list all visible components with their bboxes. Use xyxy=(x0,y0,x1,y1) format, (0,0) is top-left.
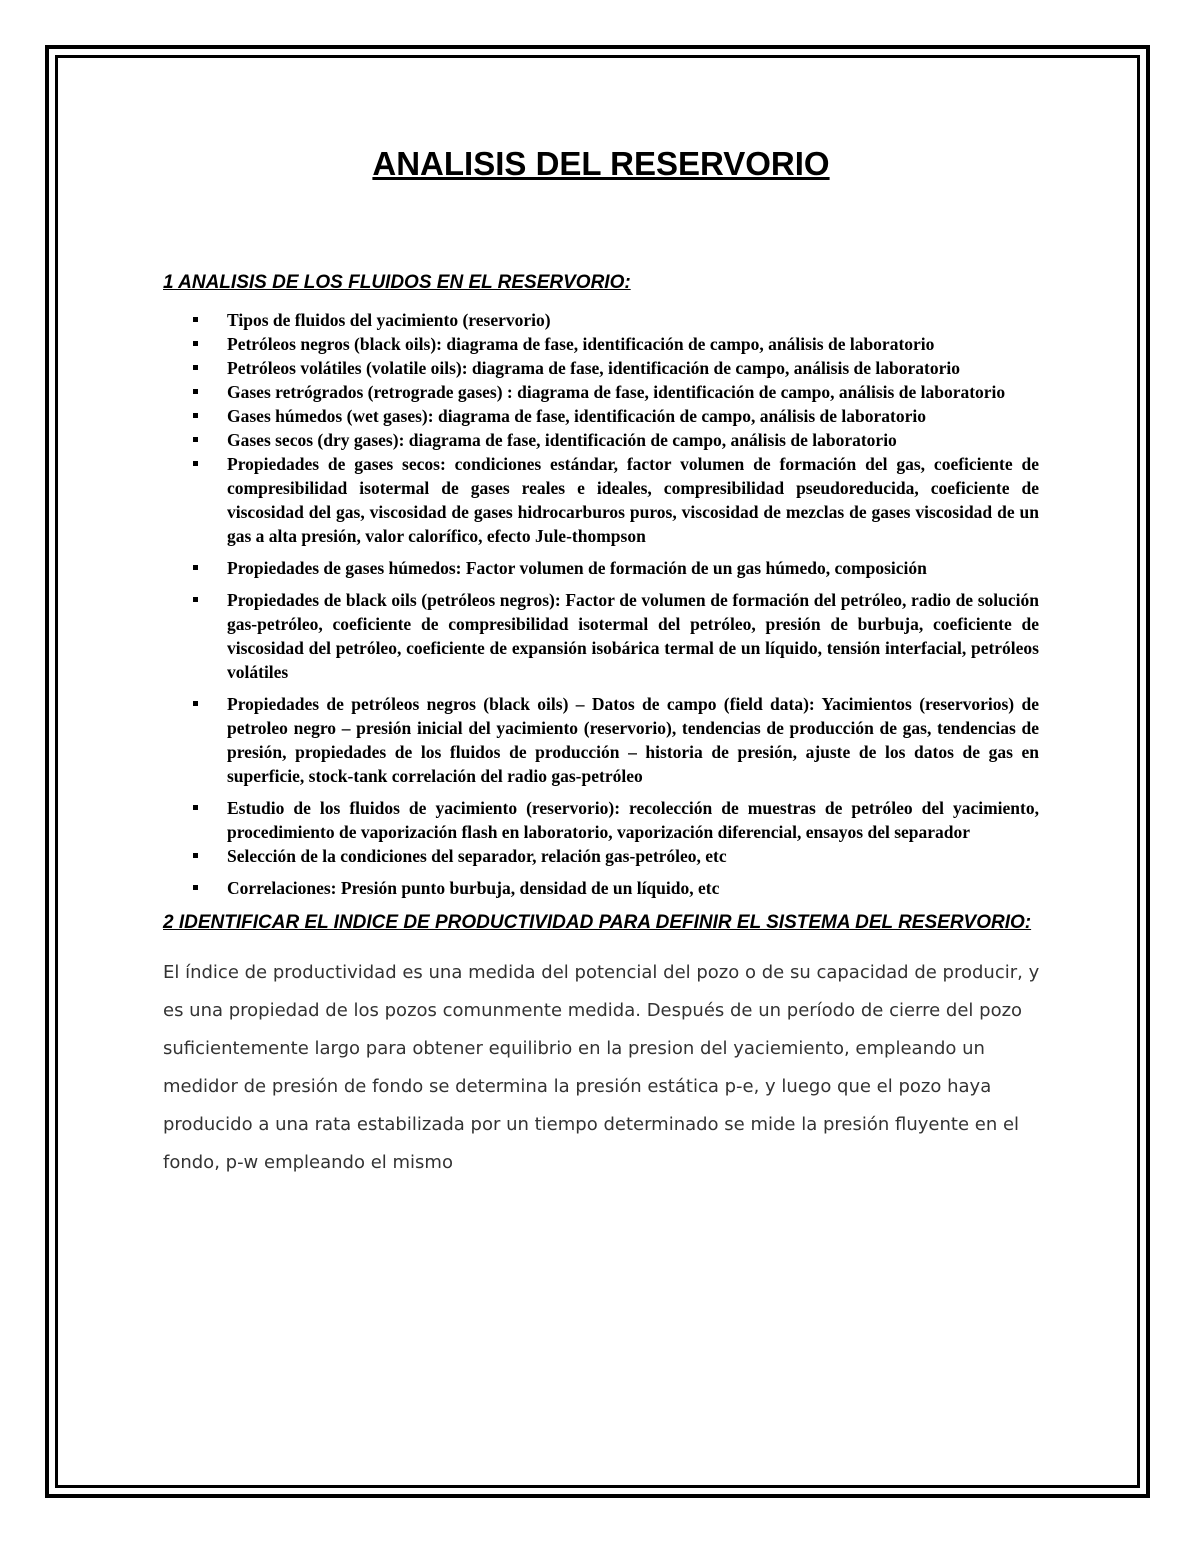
list-item: Correlaciones: Presión punto burbuja, densidad de un líquido, etc xyxy=(163,876,1039,900)
list-item: Gases secos (dry gases): diagrama de fase, identificación de campo, análisis de laboratorio xyxy=(163,428,1039,452)
bullet-square-icon xyxy=(193,805,198,810)
document-title: ANALISIS DEL RESERVORIO xyxy=(372,145,830,182)
list-item: Gases retrógrados (retrograde gases) : diagrama de fase, identificación de campo, análisis de laboratorio xyxy=(163,380,1039,404)
bullet-square-icon xyxy=(193,437,198,442)
bullet-square-icon xyxy=(193,885,198,890)
list-item: Tipos de fluidos del yacimiento (reservorio) xyxy=(163,308,1039,332)
bullet-square-icon xyxy=(193,853,198,858)
list-item: Propiedades de black oils (petróleos negros): Factor de volumen de formación del petróleo, radio de solución gas-petróleo, coeficiente de compresibilidad isotermal del petróleo, presión de burbuja, coeficiente de viscosidad del petróleo, coeficiente de expansión isobárica termal de un líquido, tensión interfacial, petróleos volátiles xyxy=(163,588,1039,684)
section-1-heading: 1 ANALISIS DE LOS FLUIDOS EN EL RESERVORIO: xyxy=(163,272,631,293)
bullet-square-icon xyxy=(193,597,198,602)
list-item: Propiedades de gases secos: condiciones estándar, factor volumen de formación del gas, coeficiente de compresibilidad isotermal de gases reales e ideales, compresibilidad pseudoreducida, coeficiente de viscosidad del gas, viscosidad de gases hidrocarburos puros, viscosidad de mezclas de gases viscosidad de un gas a alta presión, valor calorífico, efecto Jule-thompson xyxy=(163,452,1039,548)
bullet-square-icon xyxy=(193,365,198,370)
document-body xyxy=(163,140,1039,1182)
list-item: Gases húmedos (wet gases): diagrama de fase, identificación de campo, análisis de laboratorio xyxy=(163,404,1039,428)
bullet-square-icon xyxy=(193,701,198,706)
section-2-heading: 2 IDENTIFICAR EL INDICE DE PRODUCTIVIDAD PARA DEFINIR EL SISTEMA DEL RESERVORIO: xyxy=(163,912,1032,933)
list-item: Selección de la condiciones del separador, relación gas-petróleo, etc xyxy=(163,844,1039,868)
bullet-square-icon xyxy=(193,461,198,466)
productivity-index-paragraph: El índice de productividad es una medida del potencial del pozo o de su capacidad de producir, y es una propiedad de los pozos comunmente medida. Después de un período de cierre del pozo suficientemente largo para obtener equilibrio en la presion del yaciemiento, empleando un medidor de presión de fondo se determina la presión estática p-e, y luego que el pozo haya producido a una rata estabilizada por un tiempo determinado se mide la presión fluyente en el fondo, p-w empleando el mismo xyxy=(163,962,1040,1173)
bullet-square-icon xyxy=(193,389,198,394)
bullet-square-icon xyxy=(193,413,198,418)
list-item: Propiedades de petróleos negros (black oils) – Datos de campo (field data): Yacimientos (reservorios) de petroleo negro – presión inicial del yacimiento (reservorio), tendencias de producción de gas, tendencias de presión, propiedades de los fluidos de producción – historia de presión, ajuste de los datos de gas en superficie, stock-tank correlación del radio gas-petróleo xyxy=(163,692,1039,788)
bullet-square-icon xyxy=(193,341,198,346)
list-item: Estudio de los fluidos de yacimiento (reservorio): recolección de muestras de petróleo del yacimiento, procedimiento de vaporización flash en laboratorio, vaporización diferencial, ensayos del separador xyxy=(163,796,1039,844)
bullet-square-icon xyxy=(193,317,198,322)
list-item: Propiedades de gases húmedos: Factor volumen de formación de un gas húmedo, composición xyxy=(163,556,1039,580)
fluid-analysis-list xyxy=(163,308,1039,900)
list-item: Petróleos volátiles (volatile oils): diagrama de fase, identificación de campo, análisis de laboratorio xyxy=(163,356,1039,380)
list-item: Petróleos negros (black oils): diagrama de fase, identificación de campo, análisis de laboratorio xyxy=(163,332,1039,356)
bullet-square-icon xyxy=(193,565,198,570)
